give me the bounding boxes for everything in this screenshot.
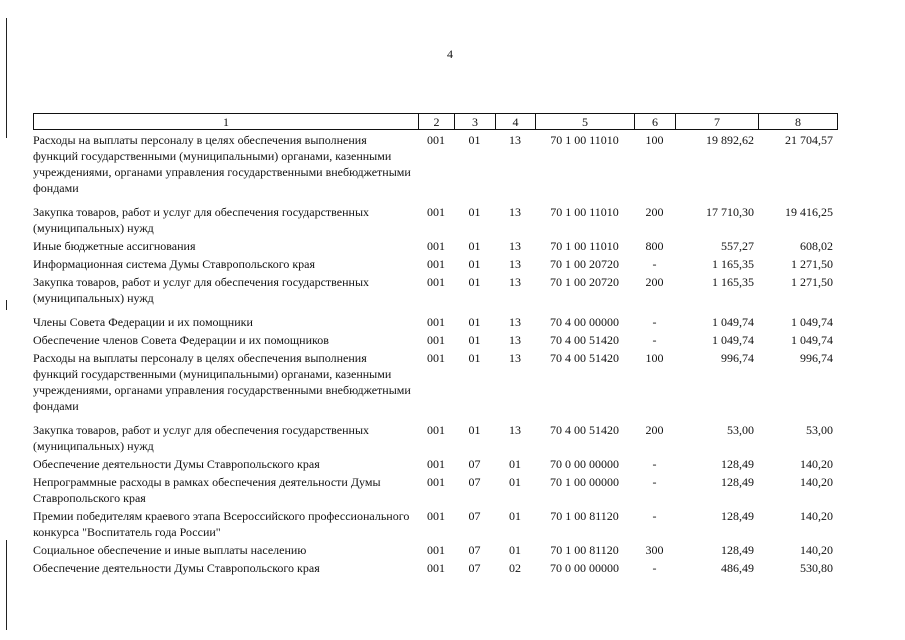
row-col-5: 70 1 00 20720 bbox=[550, 275, 619, 289]
table-row bbox=[33, 508, 837, 542]
table-row bbox=[33, 204, 837, 238]
row-col-7: 19 892,62 bbox=[706, 133, 754, 147]
row-name: Закупка товаров, работ и услуг для обеспечения государственных (муниципальных) нужд bbox=[33, 275, 370, 305]
row-col-5: 70 0 00 00000 bbox=[550, 457, 619, 471]
table-row bbox=[33, 132, 837, 204]
row-col-6: 200 bbox=[645, 205, 664, 219]
table-row bbox=[33, 560, 837, 578]
row-col-6: 200 bbox=[645, 275, 664, 289]
table-row bbox=[33, 274, 837, 314]
row-col-3: 01 bbox=[468, 257, 481, 271]
row-col-7: 128,49 bbox=[721, 475, 754, 489]
row-col-3: 01 bbox=[468, 275, 481, 289]
header-col-2: 2 bbox=[419, 114, 455, 130]
table-row bbox=[33, 542, 837, 560]
scan-edge-mark bbox=[6, 18, 7, 138]
row-col-2: 001 bbox=[427, 333, 445, 347]
row-col-6: - bbox=[652, 315, 657, 329]
row-col-8: 53,00 bbox=[806, 423, 833, 437]
row-col-5: 70 4 00 51420 bbox=[550, 333, 619, 347]
row-col-4: 01 bbox=[509, 509, 521, 523]
row-col-2: 001 bbox=[427, 509, 445, 523]
row-col-3: 01 bbox=[468, 315, 481, 329]
row-col-7: 1 165,35 bbox=[712, 275, 754, 289]
row-col-8: 1 049,74 bbox=[791, 315, 833, 329]
row-col-7: 53,00 bbox=[727, 423, 754, 437]
row-col-2: 001 bbox=[427, 239, 445, 253]
row-col-8: 140,20 bbox=[800, 543, 833, 557]
row-col-5: 70 1 00 11010 bbox=[550, 205, 619, 219]
row-col-2: 001 bbox=[427, 315, 445, 329]
row-name: Обеспечение деятельности Думы Ставропольского края bbox=[33, 561, 320, 575]
row-name: Члены Совета Федерации и их помощники bbox=[33, 315, 253, 329]
row-col-2: 001 bbox=[427, 543, 445, 557]
row-col-7: 486,49 bbox=[721, 561, 754, 575]
row-col-6: - bbox=[652, 475, 657, 489]
scan-edge-mark bbox=[6, 540, 7, 630]
row-col-6: - bbox=[652, 257, 657, 271]
row-col-8: 1 271,50 bbox=[791, 275, 833, 289]
row-col-8: 1 049,74 bbox=[791, 333, 833, 347]
row-name: Социальное обеспечение и иные выплаты населению bbox=[33, 543, 307, 557]
table-row bbox=[33, 422, 837, 456]
row-name: Непрограммные расходы в рамках обеспечения деятельности Думы Ставропольского края bbox=[33, 475, 381, 505]
row-col-4: 13 bbox=[509, 257, 521, 271]
row-col-7: 557,27 bbox=[721, 239, 754, 253]
budget-table bbox=[33, 132, 837, 578]
row-col-7: 1 165,35 bbox=[712, 257, 754, 271]
table-row bbox=[33, 474, 837, 508]
row-name: Закупка товаров, работ и услуг для обеспечения государственных (муниципальных) нужд bbox=[33, 205, 370, 235]
row-col-5: 70 1 00 81120 bbox=[550, 543, 619, 557]
row-col-3: 01 bbox=[468, 333, 481, 347]
row-col-2: 001 bbox=[427, 257, 445, 271]
row-col-4: 13 bbox=[509, 333, 521, 347]
row-col-2: 001 bbox=[427, 423, 445, 437]
row-name: Расходы на выплаты персоналу в целях обеспечения выполнения функций государственными (муниципальными) органами, казенными учреждениями, органами управления государственными внебюджетными фондами bbox=[33, 351, 411, 413]
row-name: Премии победителям краевого этапа Всероссийского профессионального конкурса "Воспитатель года России" bbox=[33, 509, 410, 539]
row-col-6: - bbox=[652, 561, 657, 575]
row-col-6: 100 bbox=[645, 351, 664, 365]
row-col-8: 608,02 bbox=[800, 239, 833, 253]
row-col-2: 001 bbox=[427, 457, 445, 471]
row-col-4: 13 bbox=[509, 239, 521, 253]
row-col-2: 001 bbox=[427, 133, 445, 147]
row-col-7: 1 049,74 bbox=[712, 333, 754, 347]
row-col-5: 70 4 00 51420 bbox=[550, 351, 619, 365]
row-name: Информационная система Думы Ставропольского края bbox=[33, 257, 316, 271]
row-col-2: 001 bbox=[427, 561, 445, 575]
row-col-6: 800 bbox=[645, 239, 664, 253]
row-col-4: 01 bbox=[509, 475, 521, 489]
row-col-8: 140,20 bbox=[800, 475, 833, 489]
row-col-3: 07 bbox=[468, 475, 481, 489]
row-col-3: 01 bbox=[468, 351, 481, 365]
row-col-4: 01 bbox=[509, 457, 521, 471]
row-col-6: - bbox=[652, 457, 657, 471]
row-col-5: 70 4 00 51420 bbox=[550, 423, 619, 437]
row-col-5: 70 4 00 00000 bbox=[550, 315, 619, 329]
row-col-5: 70 1 00 81120 bbox=[550, 509, 619, 523]
row-col-6: 200 bbox=[645, 423, 664, 437]
row-col-8: 996,74 bbox=[800, 351, 833, 365]
table-row bbox=[33, 332, 837, 350]
row-col-4: 13 bbox=[509, 315, 521, 329]
row-col-6: 300 bbox=[645, 543, 664, 557]
row-col-3: 01 bbox=[468, 205, 481, 219]
row-col-5: 70 1 00 20720 bbox=[550, 257, 619, 271]
header-col-7: 7 bbox=[676, 114, 759, 130]
row-col-5: 70 1 00 00000 bbox=[550, 475, 619, 489]
row-col-3: 07 bbox=[468, 457, 481, 471]
header-col-8: 8 bbox=[759, 114, 838, 130]
row-col-8: 140,20 bbox=[800, 457, 833, 471]
page-number: 4 bbox=[447, 47, 453, 61]
row-name: Обеспечение членов Совета Федерации и их помощников bbox=[33, 333, 329, 347]
row-col-7: 128,49 bbox=[721, 457, 754, 471]
row-col-4: 02 bbox=[509, 561, 521, 575]
row-col-3: 07 bbox=[468, 509, 481, 523]
row-col-7: 1 049,74 bbox=[712, 315, 754, 329]
row-col-8: 19 416,25 bbox=[785, 205, 833, 219]
row-col-3: 07 bbox=[468, 543, 481, 557]
table-row bbox=[33, 350, 837, 422]
row-col-5: 70 1 00 11010 bbox=[550, 239, 619, 253]
row-col-8: 140,20 bbox=[800, 509, 833, 523]
row-col-3: 01 bbox=[468, 133, 481, 147]
row-col-4: 13 bbox=[509, 351, 521, 365]
row-col-4: 13 bbox=[509, 275, 521, 289]
table-row bbox=[33, 256, 837, 274]
row-col-3: 01 bbox=[468, 423, 481, 437]
row-name: Закупка товаров, работ и услуг для обеспечения государственных (муниципальных) нужд bbox=[33, 423, 370, 453]
row-col-7: 996,74 bbox=[721, 351, 754, 365]
header-col-5: 5 bbox=[536, 114, 635, 130]
row-col-7: 128,49 bbox=[721, 509, 754, 523]
row-name: Обеспечение деятельности Думы Ставропольского края bbox=[33, 457, 320, 471]
header-col-1: 1 bbox=[34, 114, 419, 130]
scan-edge-mark bbox=[6, 300, 7, 310]
table-row bbox=[33, 456, 837, 474]
table-row bbox=[33, 314, 837, 332]
row-col-6: - bbox=[652, 509, 657, 523]
row-name: Иные бюджетные ассигнования bbox=[33, 239, 196, 253]
row-name: Расходы на выплаты персоналу в целях обеспечения выполнения функций государственными (муниципальными) органами, казенными учреждениями, органами управления государственными внебюджетными фондами bbox=[33, 133, 411, 195]
row-col-7: 17 710,30 bbox=[706, 205, 754, 219]
header-col-3: 3 bbox=[455, 114, 496, 130]
header-col-6: 6 bbox=[635, 114, 676, 130]
row-col-4: 13 bbox=[509, 423, 521, 437]
row-col-4: 01 bbox=[509, 543, 521, 557]
table-header bbox=[33, 113, 838, 130]
header-col-4: 4 bbox=[496, 114, 536, 130]
row-col-8: 1 271,50 bbox=[791, 257, 833, 271]
row-col-4: 13 bbox=[509, 133, 521, 147]
row-col-2: 001 bbox=[427, 205, 445, 219]
row-col-5: 70 1 00 11010 bbox=[550, 133, 619, 147]
row-col-2: 001 bbox=[427, 351, 445, 365]
row-col-3: 07 bbox=[468, 561, 481, 575]
row-col-8: 21 704,57 bbox=[785, 133, 833, 147]
row-col-4: 13 bbox=[509, 205, 521, 219]
table-row bbox=[33, 238, 837, 256]
row-col-2: 001 bbox=[427, 275, 445, 289]
row-col-8: 530,80 bbox=[800, 561, 833, 575]
row-col-2: 001 bbox=[427, 475, 445, 489]
row-col-7: 128,49 bbox=[721, 543, 754, 557]
row-col-6: - bbox=[652, 333, 657, 347]
row-col-5: 70 0 00 00000 bbox=[550, 561, 619, 575]
row-col-6: 100 bbox=[645, 133, 664, 147]
row-col-3: 01 bbox=[468, 239, 481, 253]
